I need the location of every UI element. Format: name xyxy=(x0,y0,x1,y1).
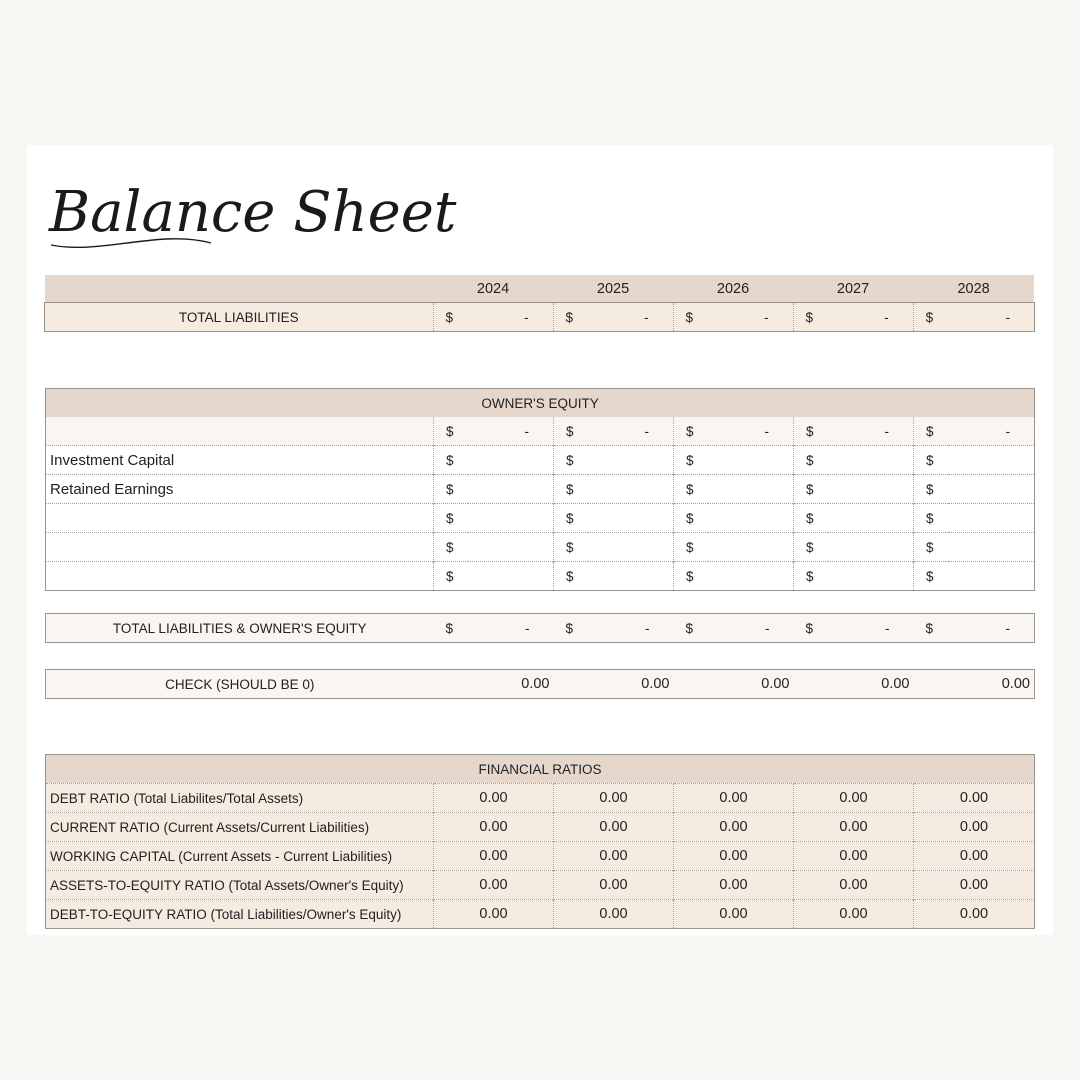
value-cell[interactable]: - xyxy=(948,614,1035,643)
value-cell[interactable]: - xyxy=(468,614,554,643)
ratio-value[interactable]: 0.00 xyxy=(914,871,1035,900)
currency-symbol: $ xyxy=(914,533,948,562)
currency-symbol: $ xyxy=(914,504,948,533)
ratio-value[interactable]: 0.00 xyxy=(914,813,1035,842)
check-table xyxy=(45,669,1035,699)
ratio-value[interactable]: 0.00 xyxy=(554,871,674,900)
currency-symbol: $ xyxy=(434,504,468,533)
ratio-row-working-capital xyxy=(46,842,1035,871)
ratio-value[interactable]: 0.00 xyxy=(914,842,1035,871)
currency-symbol: $ xyxy=(913,303,947,331)
currency-symbol: $ xyxy=(793,303,827,331)
ratio-value[interactable]: 0.00 xyxy=(434,900,554,929)
ratio-value[interactable]: 0.00 xyxy=(434,813,554,842)
value-cell[interactable] xyxy=(708,446,794,475)
value-cell[interactable] xyxy=(588,562,674,591)
value-cell[interactable]: - xyxy=(827,303,913,331)
currency-symbol: $ xyxy=(794,614,828,643)
total-liabilities-equity-row xyxy=(46,614,1035,643)
value-cell[interactable] xyxy=(708,475,794,504)
financial-ratios-header: FINANCIAL RATIOS xyxy=(46,755,1035,784)
ratio-label: ASSETS-TO-EQUITY RATIO (Total Assets/Owner's Equity) xyxy=(46,871,434,900)
ratio-row-debt-to-equity xyxy=(46,900,1035,929)
currency-symbol: $ xyxy=(674,614,708,643)
ratio-value[interactable]: 0.00 xyxy=(434,842,554,871)
owners-equity-header-row xyxy=(46,389,1035,418)
value-cell[interactable] xyxy=(948,446,1035,475)
currency-symbol: $ xyxy=(794,417,828,446)
check-value[interactable]: 0.00 xyxy=(794,670,914,699)
year-header: 2027 xyxy=(793,275,913,303)
total-liabilities-equity-table xyxy=(45,613,1035,643)
currency-symbol: $ xyxy=(553,303,587,331)
ratio-value[interactable]: 0.00 xyxy=(674,900,794,929)
ratio-label: WORKING CAPITAL (Current Assets - Current Liabilities) xyxy=(46,842,434,871)
ratio-value[interactable]: 0.00 xyxy=(794,842,914,871)
owners-equity-total-row xyxy=(46,417,1035,446)
currency-symbol: $ xyxy=(794,475,828,504)
equity-row-empty xyxy=(46,504,1035,533)
ratio-value[interactable]: 0.00 xyxy=(794,871,914,900)
currency-symbol: $ xyxy=(674,475,708,504)
currency-symbol: $ xyxy=(554,417,588,446)
value-cell[interactable] xyxy=(468,475,554,504)
currency-symbol: $ xyxy=(914,417,948,446)
equity-row-label[interactable]: Investment Capital xyxy=(46,446,434,475)
ratio-value[interactable]: 0.00 xyxy=(914,784,1035,813)
ratio-value[interactable]: 0.00 xyxy=(554,842,674,871)
year-header: 2028 xyxy=(913,275,1034,303)
ratio-value[interactable]: 0.00 xyxy=(674,871,794,900)
ratio-value[interactable]: 0.00 xyxy=(794,900,914,929)
value-cell[interactable] xyxy=(708,533,794,562)
value-cell[interactable] xyxy=(708,504,794,533)
ratio-value[interactable]: 0.00 xyxy=(794,784,914,813)
value-cell[interactable] xyxy=(588,533,674,562)
value-cell[interactable]: - xyxy=(947,303,1034,331)
equity-row-label[interactable] xyxy=(46,533,434,562)
value-cell[interactable]: - xyxy=(587,303,673,331)
ratio-label: CURRENT RATIO (Current Assets/Current Liabilities) xyxy=(46,813,434,842)
value-cell[interactable]: - xyxy=(707,303,793,331)
currency-symbol: $ xyxy=(674,504,708,533)
currency-symbol: $ xyxy=(794,562,828,591)
value-cell[interactable]: - xyxy=(588,614,674,643)
currency-symbol: $ xyxy=(914,475,948,504)
ratio-value[interactable]: 0.00 xyxy=(914,900,1035,929)
total-liabilities-equity-label: TOTAL LIABILITIES & OWNER'S EQUITY xyxy=(46,614,434,643)
balance-sheet-page xyxy=(27,145,1053,935)
currency-symbol: $ xyxy=(554,562,588,591)
page-title xyxy=(41,159,457,259)
ratio-value[interactable]: 0.00 xyxy=(674,784,794,813)
currency-symbol: $ xyxy=(674,417,708,446)
owners-equity-table xyxy=(45,388,1035,591)
check-value[interactable]: 0.00 xyxy=(434,670,554,699)
value-cell[interactable] xyxy=(948,504,1035,533)
value-cell[interactable] xyxy=(948,533,1035,562)
total-liabilities-label: TOTAL LIABILITIES xyxy=(45,303,433,331)
value-cell[interactable] xyxy=(828,562,914,591)
total-liabilities-row xyxy=(45,303,1034,331)
check-row xyxy=(46,670,1035,699)
value-cell[interactable]: - xyxy=(468,417,554,446)
year-header-row xyxy=(45,275,1034,303)
ratio-row-current xyxy=(46,813,1035,842)
owners-equity-header: OWNER'S EQUITY xyxy=(46,389,1035,418)
currency-symbol: $ xyxy=(554,446,588,475)
equity-row-label[interactable] xyxy=(46,562,434,591)
year-header: 2024 xyxy=(433,275,553,303)
currency-symbol: $ xyxy=(673,303,707,331)
value-cell[interactable] xyxy=(828,475,914,504)
ratio-value[interactable]: 0.00 xyxy=(434,871,554,900)
equity-row-label[interactable] xyxy=(46,504,434,533)
value-cell[interactable] xyxy=(828,504,914,533)
value-cell[interactable] xyxy=(468,562,554,591)
currency-symbol: $ xyxy=(794,446,828,475)
page-title-text: Balance Sheet xyxy=(49,180,457,245)
value-cell[interactable] xyxy=(468,446,554,475)
ratio-label: DEBT RATIO (Total Liabilites/Total Assets) xyxy=(46,784,434,813)
value-cell[interactable]: - xyxy=(708,614,794,643)
value-cell[interactable] xyxy=(468,533,554,562)
year-header: 2025 xyxy=(553,275,673,303)
currency-symbol: $ xyxy=(434,533,468,562)
equity-row-investment-capital xyxy=(46,446,1035,475)
value-cell[interactable] xyxy=(948,562,1035,591)
ratio-value[interactable]: 0.00 xyxy=(554,900,674,929)
value-cell[interactable] xyxy=(588,504,674,533)
value-cell[interactable] xyxy=(468,504,554,533)
ratio-value[interactable]: 0.00 xyxy=(794,813,914,842)
currency-symbol: $ xyxy=(554,504,588,533)
value-cell[interactable] xyxy=(588,446,674,475)
currency-symbol: $ xyxy=(434,475,468,504)
currency-symbol: $ xyxy=(674,533,708,562)
value-cell[interactable] xyxy=(828,446,914,475)
equity-row-label[interactable]: Retained Earnings xyxy=(46,475,434,504)
ratio-row-assets-to-equity xyxy=(46,871,1035,900)
value-cell[interactable]: - xyxy=(828,614,914,643)
value-cell[interactable] xyxy=(708,562,794,591)
currency-symbol: $ xyxy=(554,475,588,504)
currency-symbol: $ xyxy=(674,562,708,591)
value-cell[interactable] xyxy=(948,475,1035,504)
value-cell[interactable]: - xyxy=(708,417,794,446)
equity-row-retained-earnings xyxy=(46,475,1035,504)
financial-ratios-header-row xyxy=(46,755,1035,784)
currency-symbol: $ xyxy=(914,446,948,475)
currency-symbol: $ xyxy=(554,614,588,643)
ratio-value[interactable]: 0.00 xyxy=(554,784,674,813)
financial-ratios-table xyxy=(45,754,1035,929)
total-liabilities-table xyxy=(45,275,1034,331)
currency-symbol: $ xyxy=(794,533,828,562)
currency-symbol: $ xyxy=(674,446,708,475)
currency-symbol: $ xyxy=(554,533,588,562)
ratio-value[interactable]: 0.00 xyxy=(674,842,794,871)
check-label: CHECK (SHOULD BE 0) xyxy=(46,670,434,699)
currency-symbol: $ xyxy=(914,614,948,643)
currency-symbol: $ xyxy=(914,562,948,591)
ratio-label: DEBT-TO-EQUITY RATIO (Total Liabilities/Owner's Equity) xyxy=(46,900,434,929)
ratio-value[interactable]: 0.00 xyxy=(554,813,674,842)
value-cell[interactable]: - xyxy=(828,417,914,446)
currency-symbol: $ xyxy=(434,614,468,643)
year-header: 2026 xyxy=(673,275,793,303)
value-cell[interactable]: - xyxy=(948,417,1035,446)
ratio-value[interactable]: 0.00 xyxy=(674,813,794,842)
value-cell[interactable]: - xyxy=(467,303,553,331)
value-cell[interactable] xyxy=(828,533,914,562)
currency-symbol: $ xyxy=(434,562,468,591)
currency-symbol: $ xyxy=(434,417,468,446)
check-value[interactable]: 0.00 xyxy=(674,670,794,699)
ratio-row-debt xyxy=(46,784,1035,813)
equity-row-empty xyxy=(46,562,1035,591)
ratio-value[interactable]: 0.00 xyxy=(434,784,554,813)
check-value[interactable]: 0.00 xyxy=(914,670,1035,699)
check-value[interactable]: 0.00 xyxy=(554,670,674,699)
currency-symbol: $ xyxy=(434,446,468,475)
currency-symbol: $ xyxy=(433,303,467,331)
value-cell[interactable]: - xyxy=(588,417,674,446)
currency-symbol: $ xyxy=(794,504,828,533)
equity-row-empty xyxy=(46,533,1035,562)
value-cell[interactable] xyxy=(588,475,674,504)
